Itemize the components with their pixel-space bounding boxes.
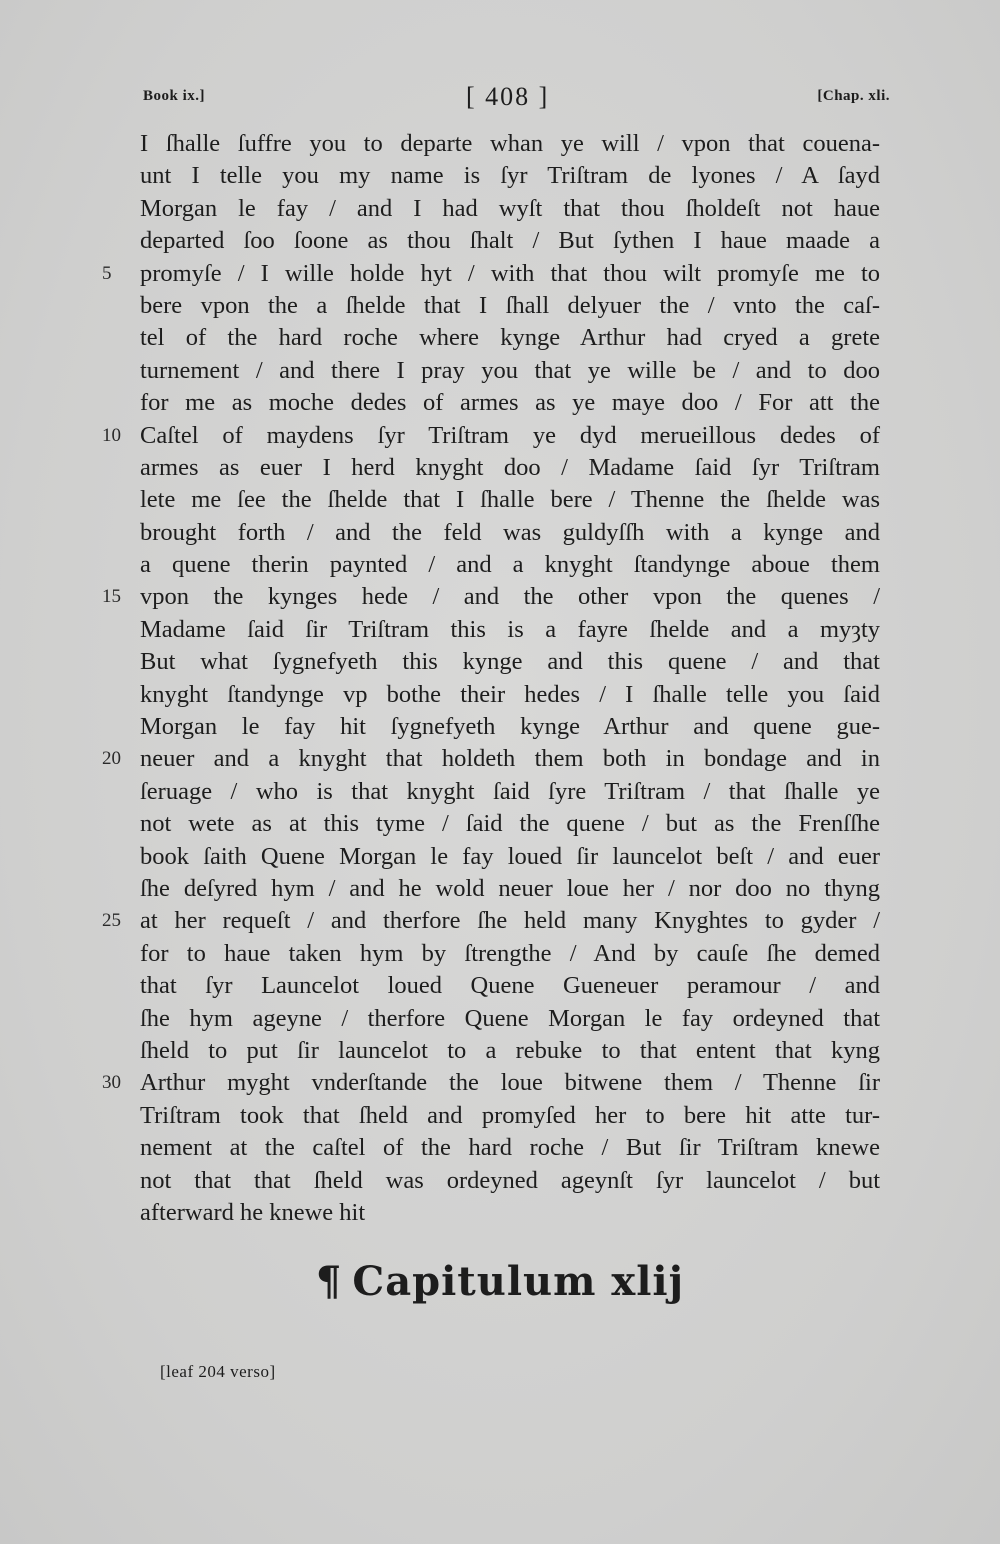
line-text: brought forth / and the feld was guldyſſh with a kynge and	[140, 518, 880, 546]
line-text: a quene therin paynted / and a knyght ſtandynge aboue them	[140, 551, 880, 579]
line-text: not wete as at this tyme / ſaid the quene / but as the Frenſſhe	[140, 810, 880, 838]
line-text: neuer and a knyght that holdeth them both in bondage and in	[140, 745, 880, 773]
text-line	[140, 549, 880, 581]
line-text: Caſtel of maydens ſyr Triſtram ye dyd merueillous dedes of	[140, 421, 880, 449]
text-line	[140, 160, 880, 192]
text-line	[140, 776, 880, 808]
line-text: for to haue taken hym by ſtrengthe / And by cauſe ſhe demed	[140, 939, 880, 967]
line-text: vpon the kynges hede / and the other vpon the quenes /	[140, 583, 880, 611]
line-text: Triſtram took that ſheld and promyſed her to bere hit atte tur-	[140, 1101, 880, 1129]
text-line	[140, 808, 880, 840]
text-line	[140, 517, 880, 549]
pilcrow-mark: ¶	[315, 1258, 343, 1305]
text-line	[140, 225, 880, 257]
line-text: ſhe deſyred hym / and he wold neuer loue her / nor doo no thyng	[140, 874, 880, 902]
line-text: But what ſygnefyeth this kynge and this quene / and that	[140, 648, 880, 676]
line-text: knyght ſtandynge vp bothe their hedes / I ſhalle telle you ſaid	[140, 680, 880, 708]
text-line	[102, 905, 880, 937]
running-head-book: Book ix.]	[143, 88, 206, 104]
line-number: 5	[102, 262, 112, 284]
text-line	[140, 387, 880, 419]
line-text: tel of the hard roche where kynge Arthur had cryed a grete	[140, 324, 880, 352]
body-text	[102, 128, 880, 1229]
line-text: bere vpon the a ſhelde that I ſhall delyuer the / vnto the caſ-	[140, 291, 880, 319]
line-number: 15	[102, 586, 121, 608]
text-line	[140, 1035, 880, 1067]
line-text: lete me ſee the ſhelde that I ſhalle bere / Thenne the ſhelde was	[140, 486, 880, 514]
line-text: turnement / and there I pray you that ye wille be / and to doo	[140, 356, 880, 384]
text-line	[140, 484, 880, 516]
chapter-heading-text: Capitulum xlij	[352, 1258, 685, 1305]
text-line	[140, 322, 880, 354]
text-line	[140, 193, 880, 225]
line-text: I ſhalle ſuffre you to departe whan ye will / vpon that couena-	[140, 130, 880, 157]
text-line	[140, 873, 880, 905]
line-text: Arthur myght vnderſtande the loue bitwene them / Thenne ſir	[140, 1069, 880, 1097]
text-line	[140, 711, 880, 743]
leaf-note: [leaf 204 verso]	[160, 1362, 276, 1381]
line-text: for me as moche dedes of armes as ye maye doo / For att the	[140, 389, 880, 417]
line-number: 25	[102, 910, 121, 932]
text-line	[140, 679, 880, 711]
page-number: [ 408 ]	[466, 82, 550, 111]
text-line	[102, 581, 880, 613]
text-line	[140, 452, 880, 484]
line-text: at her requeſt / and therfore ſhe held many Knyghtes to gyder /	[140, 907, 880, 935]
text-line	[140, 970, 880, 1002]
line-text: unt I telle you my name is ſyr Triſtram de lyones / A ſayd	[140, 162, 880, 190]
line-text: ſhe hym ageyne / therfore Quene Morgan le fay ordeyned that	[140, 1004, 880, 1032]
line-text: promyſe / I wille holde hyt / with that thou wilt promyſe me to	[140, 259, 880, 287]
text-line	[102, 1067, 880, 1099]
text-line	[140, 841, 880, 873]
line-text: book ſaith Quene Morgan le fay loued ſir launcelot beſt / and euer	[140, 842, 880, 870]
text-line	[140, 1100, 880, 1132]
line-text: afterward he knewe hit	[140, 1198, 366, 1226]
line-text: ſeruage / who is that knyght ſaid ſyre Triſtram / that ſhalle ye	[140, 777, 880, 805]
chapter-heading	[0, 1258, 1000, 1305]
text-line	[140, 614, 880, 646]
text-line	[140, 128, 880, 160]
line-text: armes as euer I herd knyght doo / Madame ſaid ſyr Triſtram	[140, 453, 880, 481]
text-line	[140, 355, 880, 387]
text-line	[140, 1003, 880, 1035]
line-text: departed ſoo ſoone as thou ſhalt / But ſythen I haue maade a	[140, 227, 880, 255]
text-line	[102, 743, 880, 775]
line-number: 10	[102, 424, 121, 446]
text-line	[140, 938, 880, 970]
line-text: that ſyr Launcelot loued Quene Gueneuer peramour / and	[140, 972, 880, 1000]
line-text: Madame ſaid ſir Triſtram this is a fayre ſhelde and a myȝty	[140, 615, 880, 643]
running-head-chapter: [Chap. xli.	[817, 88, 890, 104]
text-line	[140, 1197, 880, 1229]
line-text: not that that ſheld was ordeyned ageynſt ſyr launcelot / but	[140, 1166, 880, 1194]
line-text: ſheld to put ſir launcelot to a rebuke to that entent that kyng	[140, 1036, 880, 1064]
text-line	[140, 646, 880, 678]
line-text: Morgan le fay / and I had wyſt that thou ſholdeſt not haue	[140, 194, 880, 222]
text-line	[140, 1165, 880, 1197]
text-line	[102, 258, 880, 290]
line-number: 20	[102, 748, 121, 770]
text-line	[102, 420, 880, 452]
line-text: nement at the caſtel of the hard roche / But ſir Triſtram knewe	[140, 1134, 880, 1162]
text-line	[140, 1132, 880, 1164]
text-line	[140, 290, 880, 322]
line-number: 30	[102, 1072, 121, 1094]
line-text: Morgan le fay hit ſygnefyeth kynge Arthur and quene gue-	[140, 713, 880, 741]
